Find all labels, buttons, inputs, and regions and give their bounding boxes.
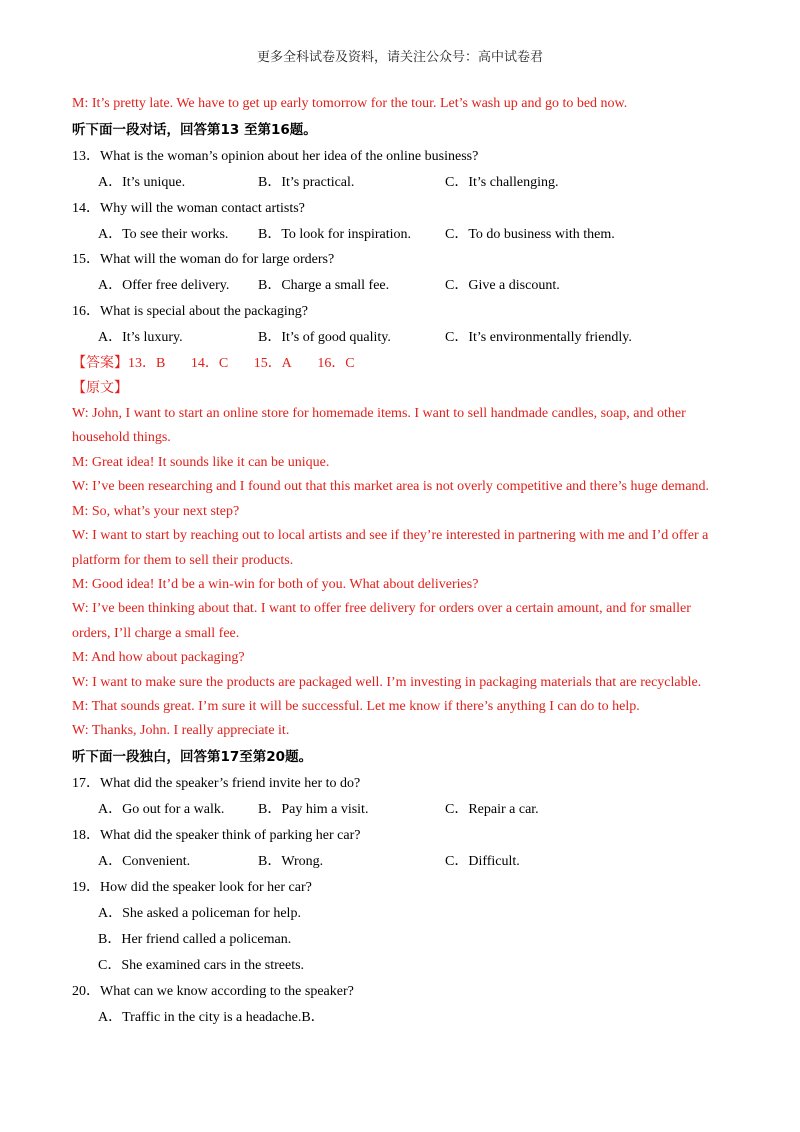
transcript-line: W: I want to make sure the products are packaged well. I’m investing in packaging materials that are recyclable. [72,675,702,690]
question-15: 15．What will the woman do for large orders? [72,252,335,267]
answer-key [72,355,377,373]
transcript-line: M: Good idea! It’d be a win-win for both of you. What about deliveries? [72,577,479,592]
transcript-label: 【原文】 [72,381,128,396]
transcript-line: M: So, what’s your next step? [72,504,240,519]
question-14: 14．Why will the woman contact artists? [72,201,305,216]
section-title: 听下面一段对话，回答第13 至第16题。 [72,122,317,138]
option-15c: C．Give a discount. [445,278,560,293]
option-17b: B．Pay him a visit. [258,802,369,817]
option-18c: C．Difficult. [445,854,520,869]
option-19c: C．She examined cars in the streets. [98,958,305,973]
option-14c: C．To do business with them. [445,227,615,242]
option-16b: B．It’s of good quality. [258,330,391,345]
option-20a: A．Traffic in the city is a headache.B． [98,1010,325,1025]
option-13c: C．It’s challenging. [445,175,559,190]
transcript-line: platform for them to sell their products. [72,553,294,568]
option-18a: A．Convenient. [98,854,191,869]
transcript-line: W: Thanks, John. I really appreciate it. [72,723,290,738]
transcript-line: orders, I’ll charge a small fee. [72,626,240,641]
page-header: 更多全科试卷及资料，请关注公众号：高中试卷君 [256,50,543,65]
transcript-line: M: That sounds great. I’m sure it will be successful. Let me know if there’s anything I can do to help. [72,699,640,714]
option-14a: A．To see their works. [98,227,229,242]
transcript-line: household things. [72,430,171,445]
transcript-line: W: I want to start by reaching out to local artists and see if they’re interested in partnering with me and I’d offer a [72,528,709,543]
answer-16: 16．C [317,356,355,371]
option-15a: A．Offer free delivery. [98,278,230,293]
option-13b: B．It’s practical. [258,175,355,190]
question-13: 13．What is the woman’s opinion about her idea of the online business? [72,149,479,164]
answer-13: 【答案】13．B [72,356,166,371]
question-18: 18．What did the speaker think of parking her car? [72,828,361,843]
question-19: 19．How did the speaker look for her car? [72,880,312,895]
option-15b: B．Charge a small fee. [258,278,390,293]
option-19b: B．Her friend called a policeman. [98,932,292,947]
transcript-line: W: John, I want to start an online store for homemade items. I want to sell handmade candles, soap, and other [72,406,686,421]
answer-15: 15．A [253,356,292,371]
option-14b: B．To look for inspiration. [258,227,412,242]
option-19a: A．She asked a policeman for help. [98,906,301,921]
option-16c: C．It’s environmentally friendly. [445,330,632,345]
transcript-line: M: Great idea! It sounds like it can be unique. [72,455,330,470]
answer-14: 14．C [190,356,229,371]
option-17c: C．Repair a car. [445,802,539,817]
transcript-line: W: I’ve been thinking about that. I want to offer free delivery for orders over a certain amount, and for smaller [72,601,691,616]
option-18b: B．Wrong. [258,854,324,869]
section-title: 听下面一段独白，回答第17至第20题。 [72,749,313,765]
option-16a: A．It’s luxury. [98,330,183,345]
option-17a: A．Go out for a walk. [98,802,225,817]
question-20: 20．What can we know according to the speaker? [72,984,354,999]
transcript-line: W: I’ve been researching and I found out that this market area is not overly competitive and there’s huge demand. [72,479,710,494]
question-16: 16．What is special about the packaging? [72,304,308,319]
option-13a: A．It’s unique. [98,175,186,190]
transcript-line: M: And how about packaging? [72,650,245,665]
question-17: 17．What did the speaker’s friend invite her to do? [72,776,361,791]
transcript-line: M: It’s pretty late. We have to get up early tomorrow for the tour. Let’s wash up and go to bed now. [72,96,628,111]
